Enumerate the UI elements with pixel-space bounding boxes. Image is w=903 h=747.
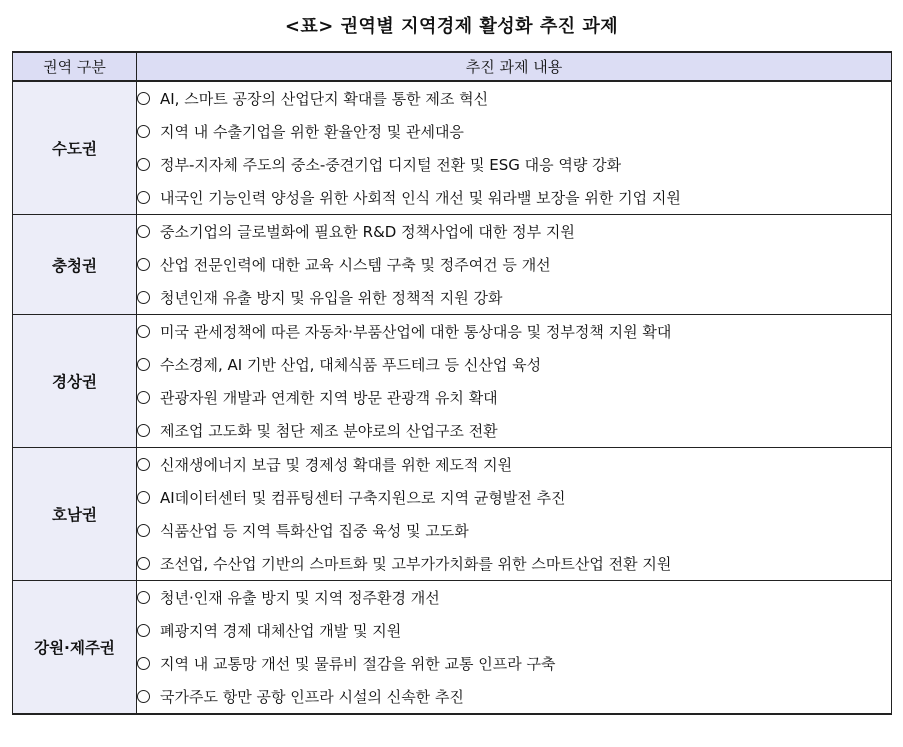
task-text: 조선업, 수산업 기반의 스마트화 및 고부가가치화를 위한 스마트산업 전환 지원: [160, 555, 672, 573]
task-text: 식품산업 등 지역 특화산업 집중 육성 및 고도화: [160, 522, 469, 540]
circle-bullet-icon: [137, 92, 150, 105]
task-text: 내국인 기능인력 양성을 위한 사회적 인식 개선 및 워라밸 보장을 위한 기업 지원: [160, 189, 681, 207]
list-item: [137, 614, 891, 647]
circle-bullet-icon: [137, 291, 150, 304]
table-row: [13, 581, 892, 715]
circle-bullet-icon: [137, 258, 150, 271]
header-row: [13, 52, 892, 81]
region-cell: 충청권: [13, 215, 137, 315]
table-row: [13, 81, 892, 215]
list-item: [137, 581, 891, 614]
list-item: [137, 348, 891, 381]
circle-bullet-icon: [137, 391, 150, 404]
task-text: 국가주도 항만 공항 인프라 시설의 신속한 추진: [160, 688, 464, 706]
tasks-cell: [137, 581, 892, 715]
list-item: [137, 148, 891, 181]
task-text: 지역 내 교통망 개선 및 물류비 절감을 위한 교통 인프라 구축: [160, 655, 556, 673]
tasks-cell: [137, 315, 892, 448]
tasks-cell: [137, 81, 892, 215]
list-item: [137, 514, 891, 547]
circle-bullet-icon: [137, 325, 150, 338]
task-text: AI, 스마트 공장의 산업단지 확대를 통한 제조 혁신: [160, 90, 489, 108]
circle-bullet-icon: [137, 125, 150, 138]
circle-bullet-icon: [137, 524, 150, 537]
list-item: [137, 248, 891, 281]
circle-bullet-icon: [137, 158, 150, 171]
list-item: [137, 215, 891, 248]
region-cell: 경상권: [13, 315, 137, 448]
task-text: 관광자원 개발과 연계한 지역 방문 관광객 유치 확대: [160, 389, 498, 407]
circle-bullet-icon: [137, 557, 150, 570]
list-item: [137, 547, 891, 580]
task-text: 수소경제, AI 기반 산업, 대체식품 푸드테크 등 신산업 육성: [160, 356, 542, 374]
list-item: [137, 481, 891, 514]
region-cell: 강원·제주권: [13, 581, 137, 715]
task-text: 청년·인재 유출 방지 및 지역 정주환경 개선: [160, 589, 440, 607]
circle-bullet-icon: [137, 491, 150, 504]
circle-bullet-icon: [137, 191, 150, 204]
task-text: 신재생에너지 보급 및 경제성 확대를 위한 제도적 지원: [160, 456, 513, 474]
header-region: 권역 구분: [13, 52, 137, 81]
table-row: [13, 448, 892, 581]
region-cell: 호남권: [13, 448, 137, 581]
circle-bullet-icon: [137, 690, 150, 703]
task-text: AI데이터센터 및 컴퓨팅센터 구축지원으로 지역 균형발전 추진: [160, 489, 566, 507]
header-content: 추진 과제 내용: [137, 52, 892, 81]
tasks-cell: [137, 448, 892, 581]
task-text: 지역 내 수출기업을 위한 환율안정 및 관세대응: [160, 123, 464, 141]
list-item: [137, 115, 891, 148]
list-item: [137, 680, 891, 713]
table-row: [13, 215, 892, 315]
regional-tasks-table: [12, 51, 892, 715]
task-text: 미국 관세정책에 따른 자동차·부품산업에 대한 통상대응 및 정부정책 지원 확대: [160, 323, 672, 341]
circle-bullet-icon: [137, 591, 150, 604]
task-text: 제조업 고도화 및 첨단 제조 분야로의 산업구조 전환: [160, 422, 498, 440]
list-item: [137, 448, 891, 481]
table-row: [13, 315, 892, 448]
region-cell: 수도권: [13, 81, 137, 215]
table-title: <표> 권역별 지역경제 활성화 추진 과제: [284, 16, 619, 37]
tasks-cell: [137, 215, 892, 315]
list-item: [137, 414, 891, 447]
task-text: 폐광지역 경제 대체산업 개발 및 지원: [160, 622, 402, 640]
circle-bullet-icon: [137, 657, 150, 670]
task-text: 정부-지자체 주도의 중소-중견기업 디지털 전환 및 ESG 대응 역량 강화: [160, 156, 622, 174]
list-item: [137, 381, 891, 414]
task-text: 중소기업의 글로벌화에 필요한 R&D 정책사업에 대한 정부 지원: [160, 223, 575, 241]
task-text: 산업 전문인력에 대한 교육 시스템 구축 및 정주여건 등 개선: [160, 256, 551, 274]
list-item: [137, 181, 891, 214]
circle-bullet-icon: [137, 358, 150, 371]
circle-bullet-icon: [137, 225, 150, 238]
circle-bullet-icon: [137, 458, 150, 471]
list-item: [137, 281, 891, 314]
list-item: [137, 647, 891, 680]
circle-bullet-icon: [137, 424, 150, 437]
circle-bullet-icon: [137, 624, 150, 637]
task-text: 청년인재 유출 방지 및 유입을 위한 정책적 지원 강화: [160, 289, 503, 307]
list-item: [137, 315, 891, 348]
list-item: [137, 82, 891, 115]
